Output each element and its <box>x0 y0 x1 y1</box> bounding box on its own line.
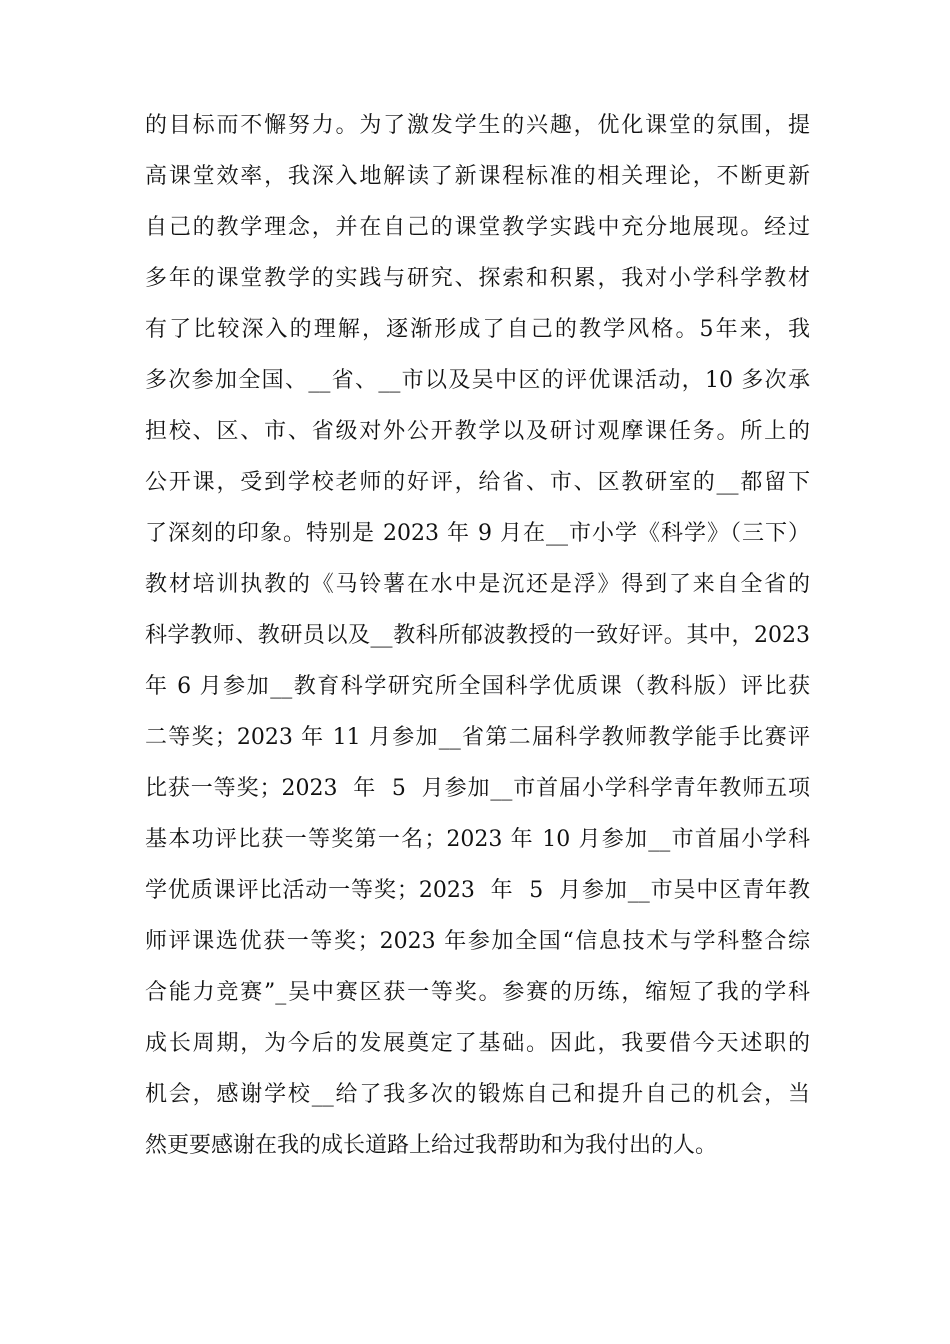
text-line: 担校、区、市、省级对外公开教学以及研讨观摩课任务。所上的 <box>145 419 810 444</box>
text-line: 多次参加全国、__省、__市以及吴中区的评优课活动，10 多次承 <box>145 368 810 393</box>
text-line: 年 6 月参加__教育科学研究所全国科学优质课（教科版）评比获 <box>145 674 810 699</box>
text-line: 多年的课堂教学的实践与研究、探索和积累，我对小学科学教材 <box>145 266 810 291</box>
text-line: 成长周期，为今后的发展奠定了基础。因此，我要借今天述职的 <box>145 1031 810 1056</box>
text-line: 教材培训执教的《马铃薯在水中是沉还是浮》得到了来自全省的 <box>145 572 810 597</box>
text-line: 科学教师、教研员以及__教科所郁波教授的一致好评。其中，2023 <box>145 623 810 648</box>
text-line: 的目标而不懈努力。为了激发学生的兴趣，优化课堂的氛围，提 <box>145 113 810 138</box>
text-line: 自己的教学理念，并在自己的课堂教学实践中充分地展现。经过 <box>145 215 810 240</box>
text-line: 公开课，受到学校老师的好评，给省、市、区教研室的__都留下 <box>145 470 810 495</box>
text-line: 学优质课评比活动一等奖；2023 年 5 月参加__市吴中区青年教 <box>145 878 810 903</box>
text-line: 了深刻的印象。特别是 2023 年 9 月在__市小学《科学》（三下） <box>145 521 810 546</box>
text-line: 比获一等奖；2023 年 5 月参加__市首届小学科学青年教师五项 <box>145 776 810 801</box>
text-line: 高课堂效率，我深入地解读了新课程标准的相关理论，不断更新 <box>145 164 810 189</box>
text-line: 二等奖；2023 年 11 月参加__省第二届科学教师教学能手比赛评 <box>145 725 810 750</box>
text-line: 有了比较深入的理解，逐渐形成了自己的教学风格。5年来，我 <box>145 317 810 342</box>
text-line: 机会，感谢学校__给了我多次的锻炼自己和提升自己的机会，当 <box>145 1082 810 1107</box>
text-line: 然更要感谢在我的成长道路上给过我帮助和为我付出的人。 <box>145 1133 718 1158</box>
text-line: 合能力竞赛”_吴中赛区获一等奖。参赛的历练，缩短了我的学科 <box>145 980 810 1005</box>
body-paragraph <box>145 100 810 1171</box>
text-line: 师评课选优获一等奖；2023 年参加全国“信息技术与学科整合综 <box>145 929 810 954</box>
text-line: 基本功评比获一等奖第一名；2023 年 10 月参加__市首届小学科 <box>145 827 810 852</box>
